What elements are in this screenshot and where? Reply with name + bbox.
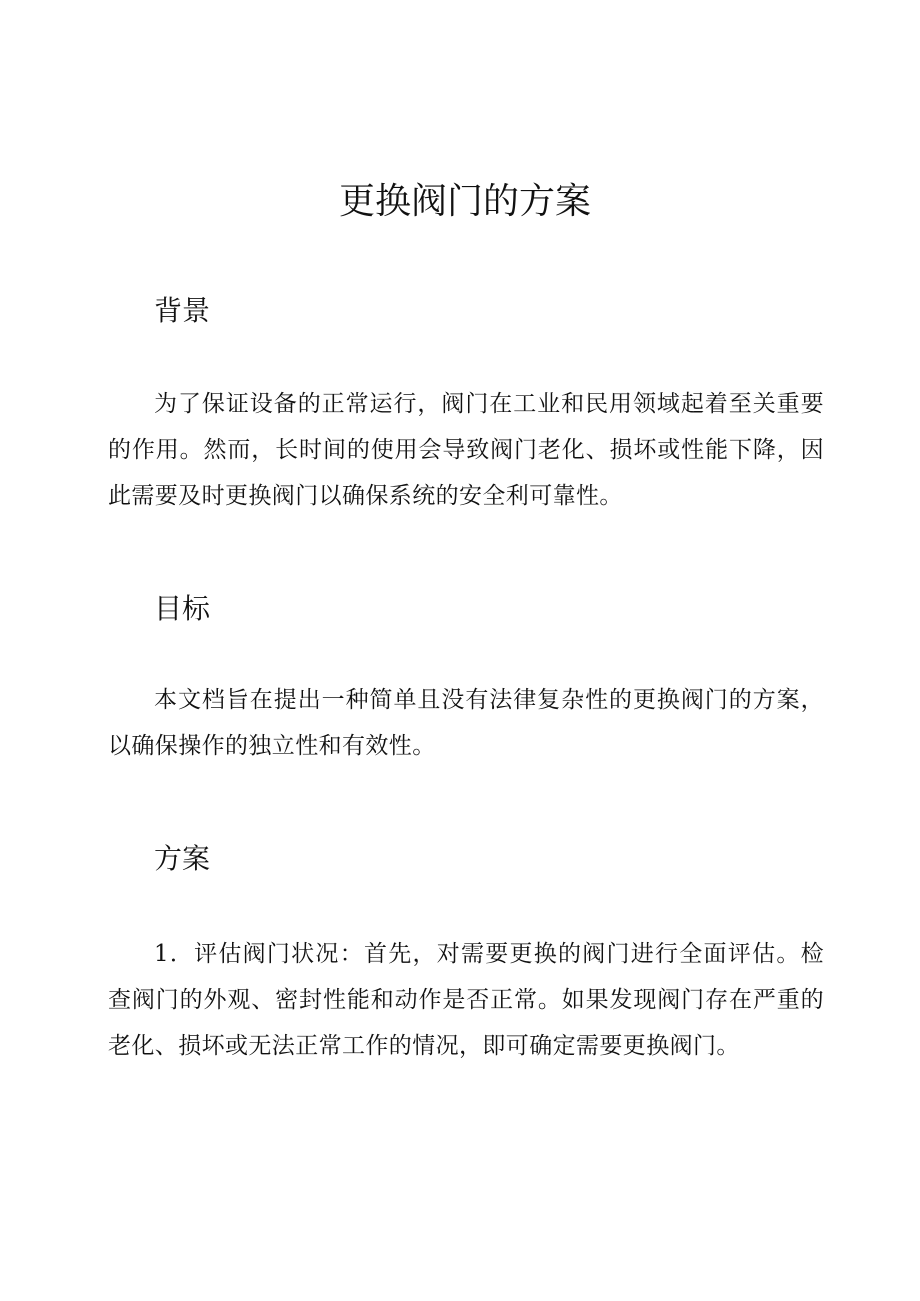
section-heading-plan: 方案 [154,842,211,875]
page-title: 更换阀门的方案 [338,181,591,222]
section-paragraph-goal: 本文档旨在提出一种简单且没有法律复杂性的更换阀门的方案，以确保操作的独立性和有效性。 [108,687,824,759]
section-heading-background: 背景 [154,294,211,327]
section-paragraph-background: 为了保证设备的正常运行，阀门在工业和民用领域起着至关重要的作用。然而，长时间的使用会导致阀门老化、损坏或性能下降，因此需要及时更换阀门以确保系统的安全利可靠性。 [108,391,824,509]
section-heading-goal: 目标 [154,592,211,625]
section-paragraph-plan: 1．评估阀门状况：首先，对需要更换的阀门进行全面评估。检查阀门的外观、密封性能和动作是否正常。如果发现阀门存在严重的老化、损坏或无法正常工作的情况，即可确定需要更换阀门。 [108,941,824,1059]
